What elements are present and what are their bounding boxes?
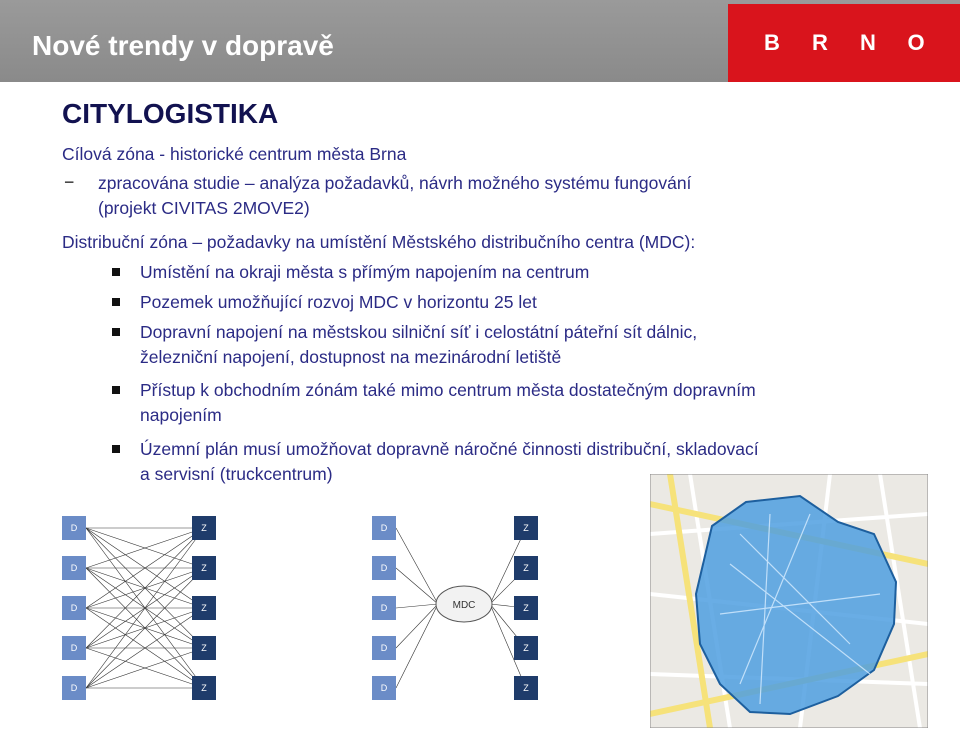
target-zone-text: Cílová zóna - historické centrum města Brna	[62, 144, 407, 164]
origin-node-label: D	[380, 603, 388, 613]
origin-node-label: D	[380, 523, 388, 533]
connection-line	[396, 604, 438, 608]
bullet-1-text: Umístění na okraji města s přímým napojením na centrum	[140, 262, 590, 282]
bullet-5-text-line2: a servisní (truckcentrum)	[140, 464, 333, 484]
logo-letter: R	[812, 30, 828, 55]
origin-node-label: D	[380, 683, 388, 693]
origin-node-label: D	[380, 563, 388, 573]
mdc-distribution-diagram	[360, 500, 560, 710]
logo-letter: B	[764, 30, 780, 55]
slide-title: Nové trendy v dopravě	[32, 30, 334, 61]
section-heading: CITYLOGISTIKA	[62, 98, 279, 129]
origin-node-label: D	[70, 563, 78, 573]
brno-logo	[728, 4, 960, 82]
origin-node-label: D	[380, 643, 388, 653]
connection-line	[396, 604, 438, 648]
bullet-3-text-line2: železniční napojení, dostupnost na mezinárodní letiště	[140, 347, 562, 367]
origin-node-label: D	[70, 643, 78, 653]
destination-node-label: Z	[523, 563, 529, 573]
bullet-4-text-line2: napojením	[140, 405, 222, 425]
city-center-map	[650, 474, 928, 728]
bullet-5-text-line1: Územní plán musí umožňovat dopravně náročné činnosti distribuční, skladovací	[140, 439, 759, 459]
destination-node-label: Z	[201, 683, 207, 693]
destination-node-label: Z	[201, 643, 207, 653]
bullet-2-text: Pozemek umožňující rozvoj MDC v horizontu 25 let	[140, 292, 537, 312]
bullet-marker	[112, 445, 120, 453]
connection-line	[396, 528, 438, 604]
bullet-marker	[112, 386, 120, 394]
bullet-marker	[112, 328, 120, 336]
logo-letter: N	[860, 30, 876, 55]
bullet-3-text-line1: Dopravní napojení na městskou silniční síť i celostátní páteřní sít dálnic,	[140, 322, 698, 342]
distribution-zone-text: Distribuční zóna – požadavky na umístění Městského distribučního centra (MDC):	[62, 232, 696, 252]
origin-node-label: D	[70, 603, 78, 613]
connection-line	[396, 604, 438, 688]
bullet-marker	[112, 298, 120, 306]
destination-node-label: Z	[201, 523, 207, 533]
origin-node-label: D	[70, 523, 78, 533]
destination-node-label: Z	[523, 643, 529, 653]
logo-letter: O	[907, 30, 925, 55]
bullet-marker	[112, 268, 120, 276]
bullet-4-text-line1: Přístup k obchodním zónám také mimo centrum města dostatečným dopravním	[140, 380, 756, 400]
destination-node-label: Z	[201, 603, 207, 613]
direct-distribution-diagram	[40, 500, 240, 710]
destination-node-label: Z	[523, 683, 529, 693]
dash-marker: −	[64, 172, 75, 192]
study-text-line1: zpracována studie – analýza požadavků, návrh možného systému fungování	[98, 173, 692, 193]
origin-node-label: D	[70, 683, 78, 693]
mdc-label: MDC	[452, 600, 476, 611]
destination-node-label: Z	[523, 603, 529, 613]
connection-line	[396, 568, 438, 604]
map-image	[650, 474, 928, 728]
study-text-line2: (projekt CIVITAS 2MOVE2)	[98, 198, 310, 218]
destination-node-label: Z	[523, 523, 529, 533]
destination-node-label: Z	[201, 563, 207, 573]
